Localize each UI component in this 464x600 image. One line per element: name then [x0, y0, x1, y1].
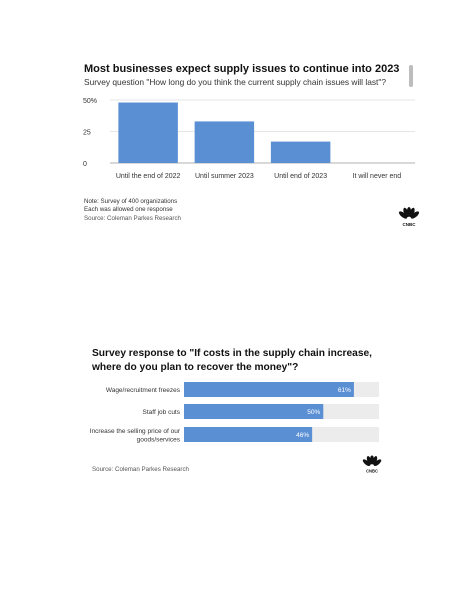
logo-text: CNBC: [366, 468, 378, 474]
data-label: 61%: [337, 387, 351, 394]
bar: [184, 382, 354, 397]
category-label: Staff job cuts: [142, 409, 180, 416]
x-tick-label: Until summer 2023: [195, 173, 254, 180]
chart1-title: Most businesses expect supply issues to continue into 2023: [84, 63, 400, 75]
data-label: 50%: [307, 409, 321, 416]
peacock-logo-icon: [361, 455, 383, 474]
y-tick-label: 0: [83, 161, 87, 168]
data-label: 46%: [296, 432, 310, 439]
category-label: Increase the selling price of our goods/services: [89, 427, 180, 444]
category-label: Wage/recruitment freezes: [105, 387, 180, 394]
chart2-source: Source: Coleman Parkes Research: [92, 466, 189, 473]
bar: [184, 404, 323, 419]
x-tick-label: Until the end of 2022: [115, 173, 181, 180]
logo-text: CNBC: [402, 222, 416, 227]
x-tick-label: It will never end: [352, 173, 402, 180]
chart1-note-2: Each was allowed one response: [84, 206, 173, 213]
chart1-source: Source: Coleman Parkes Research: [84, 215, 181, 222]
bar: [184, 427, 312, 442]
chart2-title: Survey response to "If costs in the supply chain increase, where do you plan to recover the money"?: [92, 348, 372, 373]
y-tick-label: 25: [83, 129, 91, 137]
chart1-subtitle: Survey question "How long do you think the current supply chain issues will last"?: [84, 77, 387, 87]
x-tick-label: Until end of 2023: [274, 173, 328, 180]
y-tick-label: 50%: [83, 98, 98, 105]
chart1-note-1: Note: Survey of 400 organizations: [84, 198, 178, 205]
